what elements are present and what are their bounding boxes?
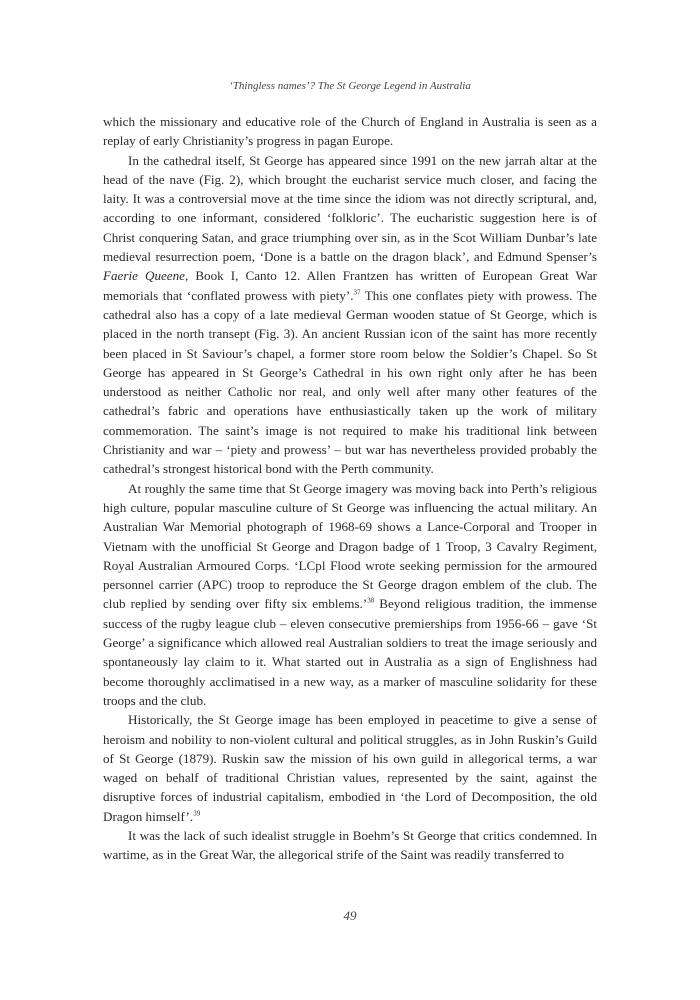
paragraph — [103, 826, 597, 865]
running-head: ‘Thingless names’? The St George Legend in Australia — [229, 80, 471, 92]
footnote-ref: 38 — [367, 597, 375, 606]
paragraph — [103, 151, 597, 479]
text-run: Historically, the St George image has been employed in peacetime to give a sense of heroism and nobility to non-violent cultural and political struggles, as in John Ruskin’s Guild of St George (1879). Ruskin saw the mission of his own guild in allegorical terms, a war waged on behalf of traditional Christian values, represented by the saint, against the disruptive forces of industrial capitalism, embodied in ‘the Lord of Decomposition, the old Dragon himself’. — [103, 712, 597, 824]
text-run: At roughly the same time that St George imagery was moving back into Perth’s religious high culture, popular masculine culture of St George was influencing the actual military. An Australian War Memorial photograph of 1968-69 shows a Lance-Corporal and Trooper in Vietnam with the unofficial St George and Dragon badge of 1 Troop, 3 Cavalry Regiment, Royal Australian Armoured Corps. ‘LCpl Flood wrote seeking permission for the armoured personnel carrier (APC) troop to reproduce the St George dragon emblem of the club. The club replied by sending over fifty six emblems.’ — [103, 480, 597, 612]
footnote-ref: 37 — [353, 288, 361, 297]
text-run: In the cathedral itself, St George has appeared since 1991 on the new jarrah altar at the head of the nave (Fig. 2), which brought the eucharist service much closer, and facing the laity. It was a controversial move at the time since the idiom was not directly scriptural, and, according to one informant, considered ‘folkloric’. The eucharistic suggestion here is of Christ conquering Satan, and grace triumphing over sin, as in the Scot William Dunbar’s late medieval resurrection poem, ‘Done is a battle on the dragon black’, and Edmund Spenser’s — [103, 152, 597, 265]
italic-title: Faerie Queene — [103, 268, 185, 284]
paragraph — [103, 479, 597, 711]
text-run: Beyond religious tradition, the immense success of the rugby league club – eleven consecutive premierships from 1956-66 – gave ‘St George’ a significance which allowed real Australian soldiers to treat the image seriously and spontaneously lay claim to it. What started out in Australia as a sign of Englishness had become thoroughly acclimatised in a new way, as a marker of masculine solidarity for these troops and the club. — [103, 596, 597, 708]
text-run: It was the lack of such idealist struggle in Boehm’s St George that critics condemned. In wartime, as in the Great War, the allegorical strife of the Saint was readily transferred to — [103, 827, 597, 863]
text-run: which the missionary and educative role of the Church of England in Australia is seen as a replay of early Christianity’s progress in pagan Europe. — [103, 114, 597, 149]
text-run: , Book I, Canto 12. Allen Frantzen has written of European Great War memorials that ‘conflated prowess with piety’. — [103, 268, 597, 303]
text-run: This one conflates piety with prowess. The cathedral also has a copy of a late medieval German wooden statue of St George, which is placed in the north transept (Fig. 3). An ancient Russian icon of the saint has more recently been placed in St Saviour’s chapel, a former store room below the Soldier’s Chapel. So St George has appeared in St George’s Cathedral in his own right only after he has been understood as neither Catholic nor real, and only well after many other features of the cathedral’s fabric and operations have enthusiastically taken up the work of military commemoration. The saint’s image is not required to make his traditional link between Christianity and war – ‘piety and prowess’ – but war has nevertheless provided probably the cathedral’s strongest historical bond with the Perth community. — [103, 287, 597, 477]
footnote-ref: 39 — [193, 809, 201, 818]
body-text — [103, 112, 597, 865]
paragraph — [103, 710, 597, 826]
page-number: 49 — [343, 908, 357, 923]
paragraph — [103, 112, 597, 151]
